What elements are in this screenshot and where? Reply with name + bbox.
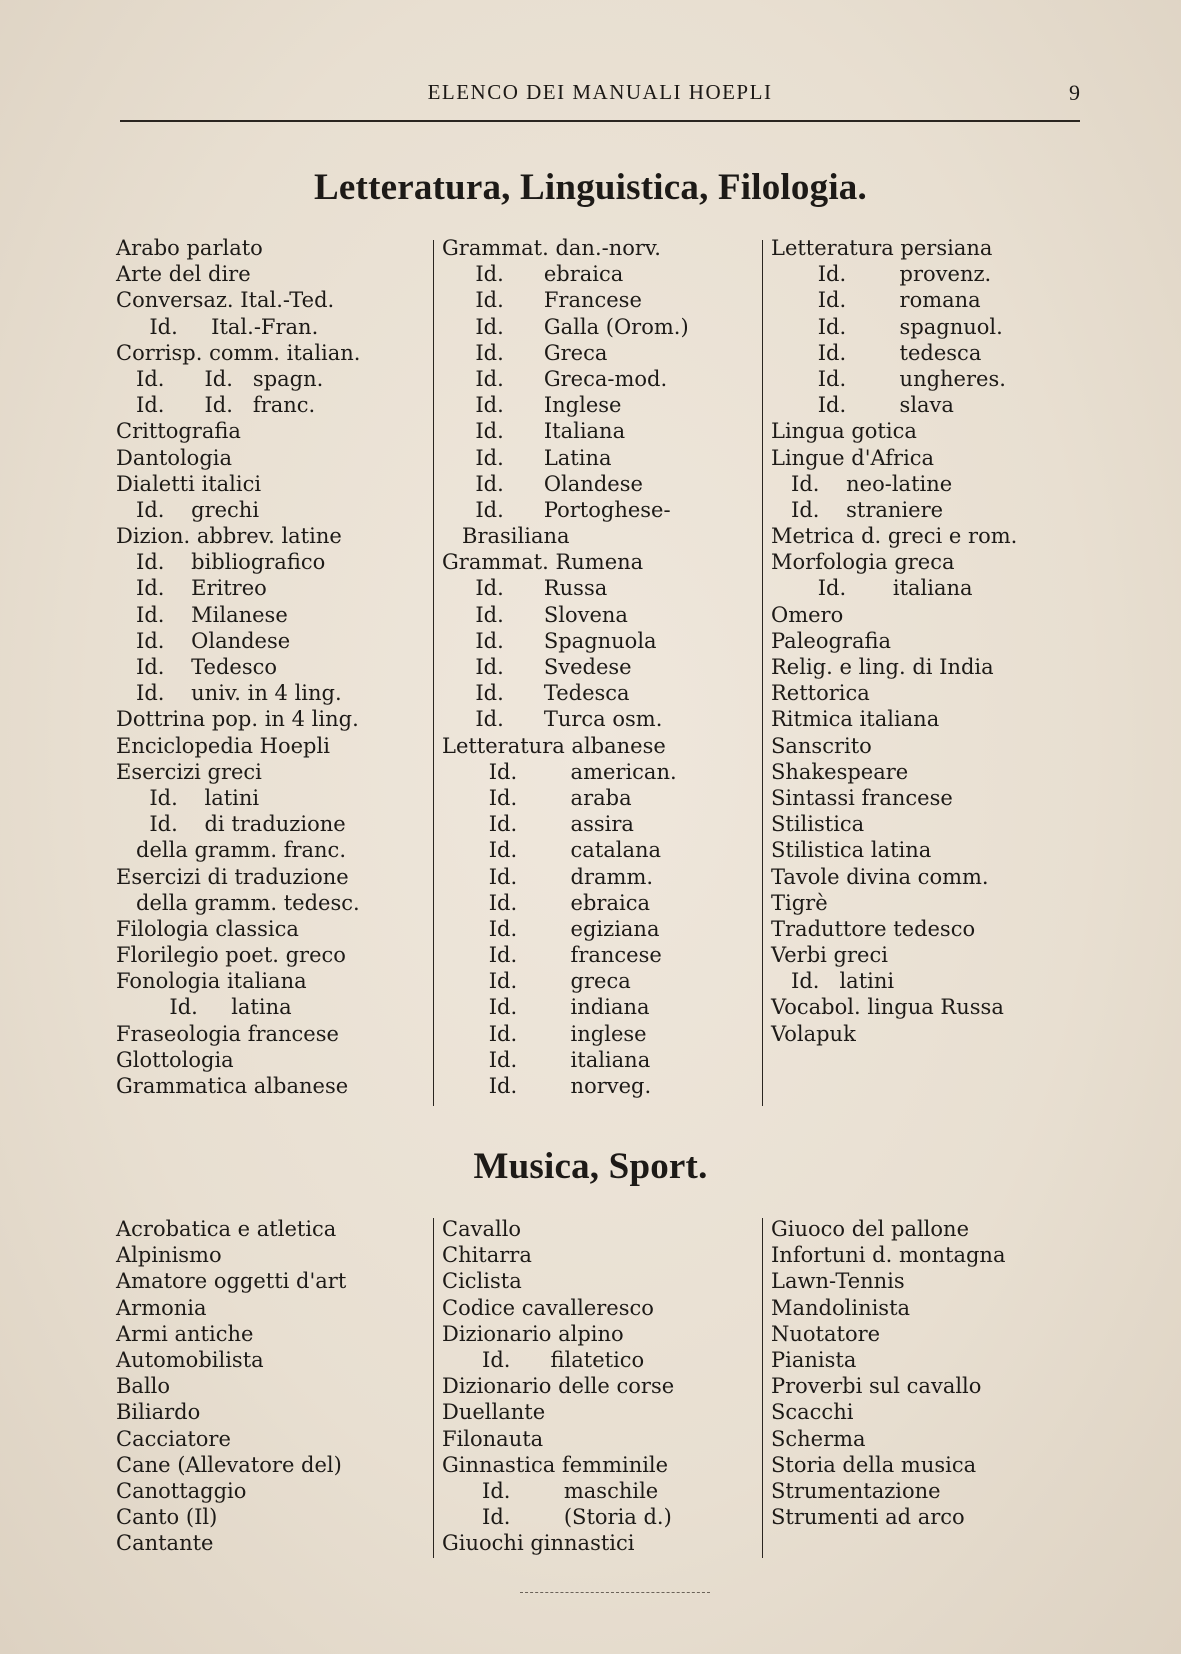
index-entry: Id. Galla (Orom.) (442, 314, 689, 339)
index-entry: Id. latini (116, 785, 260, 810)
index-entry: Dizion. abbrev. latine (116, 524, 342, 549)
index-entry: Id. filatetico (442, 1347, 645, 1372)
index-entry: Id. Russa (442, 576, 608, 601)
index-entry: Ballo (116, 1374, 171, 1399)
header-rule (120, 120, 1080, 122)
index-entry: Canto (Il) (116, 1505, 218, 1530)
index-entry: Esercizi di traduzione (116, 864, 349, 889)
index-entry: Scacchi (771, 1400, 854, 1425)
index-entry: Tavole divina comm. (771, 864, 989, 889)
index-entry: Filonauta (442, 1426, 544, 1451)
index-entry: Grammat. dan.-norv. (442, 236, 661, 260)
index-entry: Id. Tedesca (442, 681, 630, 706)
footer-rule (520, 1592, 710, 1593)
section2-column-1 (116, 1216, 346, 1556)
index-entry: Codice cavalleresco (442, 1295, 654, 1320)
index-entry: Id. Latina (442, 445, 612, 470)
index-entry: della gramm. franc. (116, 838, 346, 863)
index-entry: Id. greca (442, 969, 631, 994)
index-entry: Corrisp. comm. italian. (116, 340, 361, 365)
index-entry: Enciclopedia Hoepli (116, 733, 330, 758)
index-entry: Id. ebraica (442, 890, 650, 915)
index-entry: Id. Svedese (442, 655, 632, 679)
section1-column-3 (771, 235, 1017, 1047)
index-entry: Ritmica italiana (771, 707, 940, 732)
index-entry: Metrica d. greci e rom. (771, 524, 1018, 549)
index-entry: Id. assira (442, 812, 634, 837)
index-entry: Traduttore tedesco (771, 916, 976, 941)
index-entry: Filologia classica (116, 916, 299, 941)
index-entry: Automobilista (116, 1347, 264, 1372)
index-entry: Florilegio poet. greco (116, 943, 346, 968)
index-entry: Crittografia (116, 419, 241, 444)
index-entry: Amatore oggetti d'art (116, 1269, 347, 1294)
index-entry: Id. Olandese (116, 628, 291, 653)
section-title-letteratura: Letteratura, Linguistica, Filologia. (314, 167, 867, 208)
index-entry: Id. italiana (442, 1047, 651, 1072)
index-entry: Id. Spagnuola (442, 628, 657, 653)
index-entry: Giuochi ginnastici (442, 1531, 635, 1556)
index-entry: Id. egiziana (442, 916, 660, 941)
section1-column-2 (442, 235, 689, 1099)
index-entry: Id. neo-latine (771, 471, 953, 496)
index-entry: Id. Inglese (442, 393, 622, 418)
index-entry: Giuoco del pallone (771, 1217, 969, 1241)
index-entry: Chitarra (442, 1243, 532, 1268)
index-entry: Id. bibliografico (116, 550, 326, 575)
index-entry: Id. Turca osm. (442, 707, 663, 732)
column-divider (762, 1218, 763, 1558)
index-entry: Id. italiana (771, 576, 973, 601)
column-divider (762, 240, 763, 1106)
index-entry: Id. romana (771, 288, 981, 313)
index-entry: Rettorica (771, 681, 870, 706)
column-divider (433, 1218, 434, 1558)
index-entry: Lingue d'Africa (771, 445, 935, 470)
index-entry: Cacciatore (116, 1426, 231, 1451)
index-entry: Id. Greca-mod. (442, 366, 668, 391)
index-entry: Scherma (771, 1426, 866, 1451)
section2-column-3 (771, 1216, 1005, 1530)
index-entry: Canottaggio (116, 1478, 247, 1503)
index-entry: Id. Olandese (442, 471, 643, 496)
index-entry: Strumentazione (771, 1478, 941, 1503)
index-entry: Id. (Storia d.) (442, 1505, 672, 1530)
page-number: 9 (1069, 80, 1080, 105)
index-entry: Grammat. Rumena (442, 550, 644, 575)
index-entry: Conversaz. Ital.-Ted. (116, 288, 335, 313)
index-entry: Id. Slovena (442, 602, 628, 627)
index-entry: Id. american. (442, 759, 677, 784)
index-entry: Id. latina (116, 995, 292, 1020)
index-entry: Letteratura albanese (442, 733, 666, 758)
index-entry: Id. ungheres. (771, 366, 1006, 391)
index-entry: Id. francese (442, 943, 662, 968)
index-entry: Id. slava (771, 393, 954, 418)
running-title: ELENCO DEI MANUALI HOEPLI (427, 80, 773, 104)
index-entry: Dottrina pop. in 4 ling. (116, 707, 359, 732)
index-entry: Cane (Allevatore del) (116, 1452, 342, 1477)
index-entry: Fraseologia francese (116, 1021, 339, 1046)
index-entry: Cavallo (442, 1217, 522, 1241)
index-entry: Glottologia (116, 1047, 234, 1072)
index-entry: Sanscrito (771, 733, 872, 758)
index-entry: Id. ebraica (442, 262, 624, 287)
index-entry: Id. grechi (116, 497, 260, 522)
index-entry: Strumenti ad arco (771, 1505, 965, 1530)
index-entry: Stilistica latina (771, 838, 932, 863)
index-entry: Nuotatore (771, 1321, 881, 1346)
index-entry: Cantante (116, 1531, 214, 1556)
index-entry: Duellante (442, 1400, 546, 1425)
index-entry: Id. araba (442, 785, 632, 810)
index-entry: Id. straniere (771, 497, 944, 522)
column-divider (433, 240, 434, 1106)
index-entry: Grammatica albanese (116, 1074, 349, 1098)
index-entry: Id. Ital.-Fran. (116, 314, 319, 339)
index-entry: Id. dramm. (442, 864, 654, 889)
section-title-musica-sport: Musica, Sport. (473, 1146, 708, 1187)
index-entry: Id. univ. in 4 ling. (116, 681, 342, 706)
index-entry: Id. di traduzione (116, 812, 346, 837)
index-entry: Id. Portoghese- (442, 497, 671, 522)
index-entry: Relig. e ling. di India (771, 655, 994, 679)
index-entry: Id. Eritreo (116, 576, 267, 601)
index-entry: Arte del dire (116, 262, 251, 287)
index-entry: Armonia (116, 1295, 207, 1320)
index-entry: della gramm. tedesc. (116, 890, 360, 915)
index-entry: Dizionario delle corse (442, 1374, 675, 1399)
index-entry: Biliardo (116, 1400, 201, 1425)
index-entry: Id. Milanese (116, 602, 288, 627)
index-entry: Dantologia (116, 445, 233, 470)
index-entry: Ginnastica femminile (442, 1452, 669, 1477)
index-entry: Lawn-Tennis (771, 1269, 905, 1294)
index-entry: Vocabol. lingua Russa (771, 995, 1004, 1020)
index-entry: Id. spagnuol. (771, 314, 1003, 339)
index-entry: Id. Italiana (442, 419, 626, 444)
index-entry: Ciclista (442, 1269, 522, 1294)
index-entry: Arabo parlato (116, 236, 263, 260)
index-entry: Stilistica (771, 812, 865, 837)
index-entry: Id. latini (771, 969, 895, 994)
index-entry: Id. indiana (442, 995, 650, 1020)
index-entry: Dialetti italici (116, 471, 262, 496)
index-entry: Proverbi sul cavallo (771, 1374, 982, 1399)
index-entry: Dizionario alpino (442, 1321, 624, 1346)
index-entry: Pianista (771, 1347, 857, 1372)
index-entry: Id. Francese (442, 288, 642, 313)
index-entry: Volapuk (771, 1021, 856, 1046)
index-entry: Omero (771, 602, 844, 627)
index-entry: Id. catalana (442, 838, 662, 863)
index-entry: Verbi greci (771, 943, 888, 968)
section1-column-1 (116, 235, 360, 1099)
index-entry: Esercizi greci (116, 759, 262, 784)
index-entry: Acrobatica e atletica (116, 1217, 337, 1241)
index-entry: Id. tedesca (771, 340, 982, 365)
index-entry: Paleografia (771, 628, 892, 653)
index-entry: Mandolinista (771, 1295, 911, 1320)
index-entry: Id. inglese (442, 1021, 647, 1046)
index-entry: Brasiliana (442, 524, 570, 549)
index-entry: Id. provenz. (771, 262, 992, 287)
index-entry: Id. maschile (442, 1478, 659, 1503)
index-entry: Id. Id. spagn. (116, 366, 324, 391)
index-entry: Id. Greca (442, 340, 608, 365)
index-entry: Id. Id. franc. (116, 393, 316, 418)
index-entry: Sintassi francese (771, 785, 953, 810)
index-entry: Fonologia italiana (116, 969, 307, 994)
index-entry: Shakespeare (771, 759, 909, 784)
index-entry: Id. Tedesco (116, 655, 277, 679)
index-entry: Lingua gotica (771, 419, 917, 444)
index-entry: Letteratura persiana (771, 236, 993, 260)
index-entry: Alpinismo (116, 1243, 222, 1268)
index-entry: Infortuni d. montagna (771, 1243, 1006, 1268)
index-entry: Storia della musica (771, 1452, 977, 1477)
section2-column-2 (442, 1216, 674, 1556)
index-entry: Armi antiche (116, 1321, 254, 1346)
running-head (120, 80, 1080, 110)
index-entry: Id. norveg. (442, 1074, 652, 1098)
index-entry: Tigrè (771, 890, 828, 915)
index-entry: Morfologia greca (771, 550, 955, 575)
